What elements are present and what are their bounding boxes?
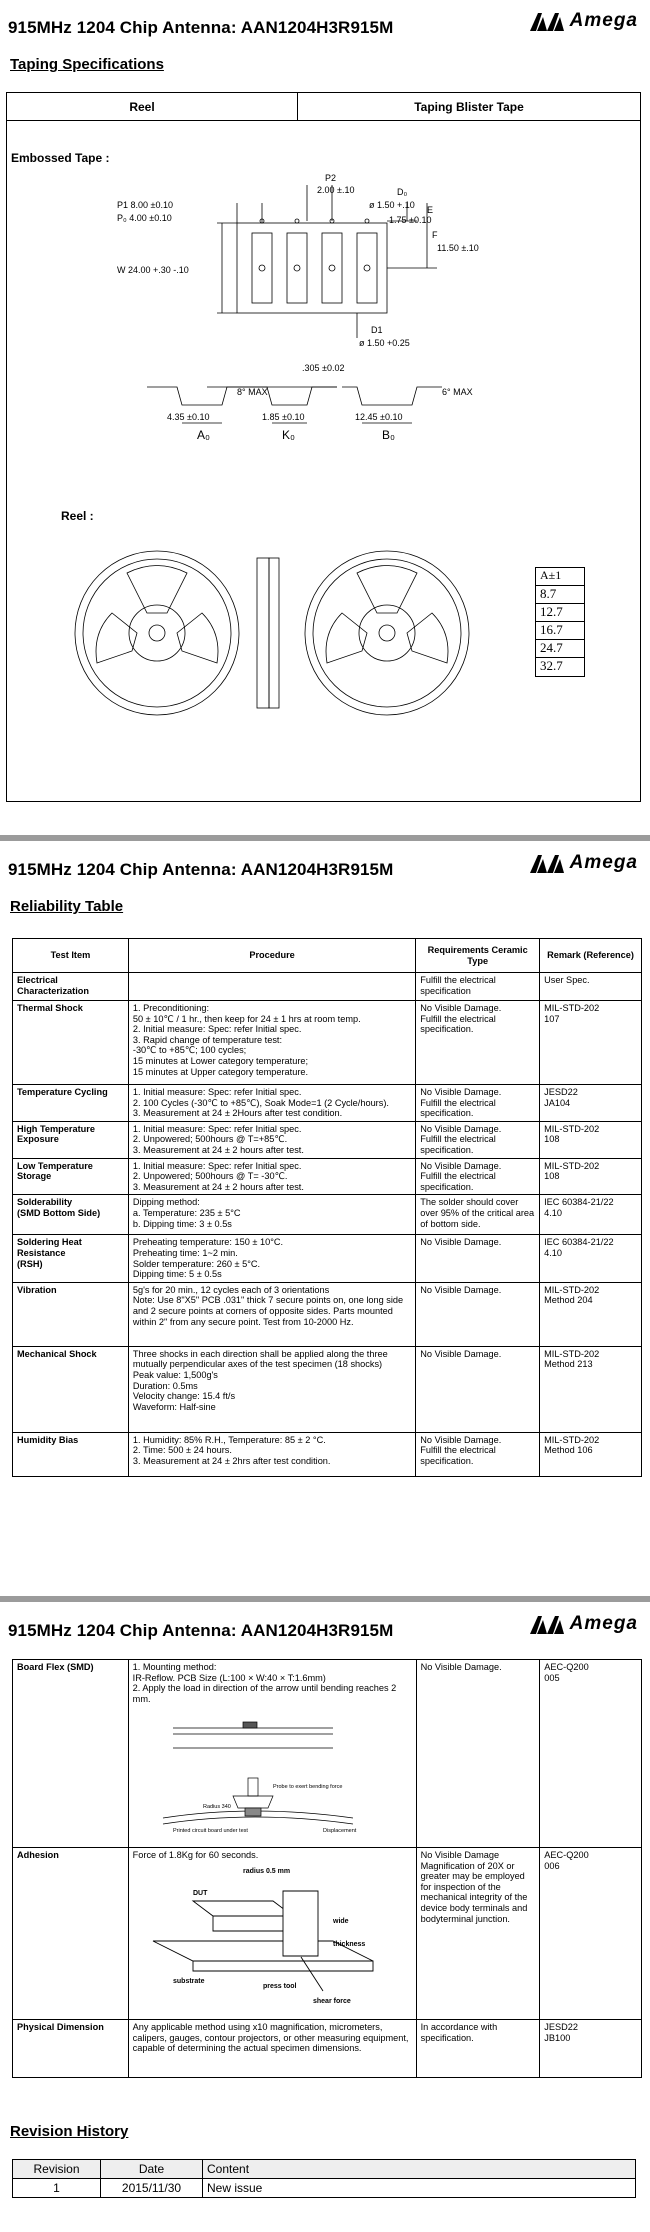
table-row [13,1121,642,1158]
requirement-cell: No Visible Damage. [416,1346,540,1432]
requirement-cell: No Visible Damage. Fulfill the electrical specification. [416,1158,540,1195]
rev-date: 2015/11/30 [101,2179,203,2198]
adhesion-test-diagram [133,1861,403,2011]
test-item-cell: Vibration [13,1282,129,1346]
procedure-cell: 1. Initial measure: Spec: refer Initial spec. 2. Unpowered; 500hours @ T=+85℃. 3. Measurement at 24 ± 2 hours after test. [128,1121,415,1158]
reference-cell: AEC-Q200 005 [540,1660,642,1848]
dim-p2-value: 2.00 ±.10 [317,185,355,195]
reliability-table-continued [12,1659,642,2078]
procedure-cell: 1. Initial measure: Spec: refer Initial spec. 2. Unpowered; 500hours @ T= -30℃. 3. Measurement at 24 ± 2 hours after test. [128,1158,415,1195]
company-logo [530,852,638,874]
page-title: 915MHz 1204 Chip Antenna: AAN1204H3R915M [8,1621,394,1640]
page-3 [0,1603,650,2232]
requirement-cell: No Visible Damage. Fulfill the electrical specification. [416,1432,540,1476]
dim-w: W 24.00 +.30 -.10 [117,265,189,275]
reel-drawing [67,533,537,733]
procedure-cell [128,1660,416,1848]
test-item-cell: Low Temperature Storage [13,1158,129,1195]
revision-header-row [13,2160,636,2179]
table-row [13,1282,642,1346]
taping-col-header-row [7,93,640,121]
reference-cell: MIL-STD-202 Method 204 [540,1282,642,1346]
table-row [13,1432,642,1476]
table-header-row [13,939,642,973]
test-item-cell: Electrical Characterization [13,973,129,1001]
procedure-cell [128,1848,416,2020]
reel-table-cell: 24.7 [536,640,584,658]
test-item-cell: Solderability (SMD Bottom Side) [13,1195,129,1235]
procedure-cell [128,973,415,1001]
logo-text: Amega [569,10,638,31]
test-item-cell: Physical Dimension [13,2020,129,2078]
dim-t: .305 ±0.02 [302,363,345,373]
dim-e-label: E [427,205,434,215]
procedure-cell: Preheating temperature: 150 ± 10°C. Preheating time: 1~2 min. Solder temperature: 260 ± 5°C. Dipping time: 5 ± 0.5s [128,1235,415,1282]
rev-header-revision: Revision [13,2160,101,2179]
reliability-section-title: Reliability Table [10,898,124,915]
embossed-tape-label: Embossed Tape : [11,151,110,165]
dim-angle-1: 8° MAX [237,387,268,397]
page-2 [0,842,650,1592]
test-item-cell: High Temperature Exposure [13,1121,129,1158]
reference-cell: MIL-STD-202 108 [540,1158,642,1195]
reel-table-header: A±1 [536,568,584,586]
dim-a0-value: 4.35 ±0.10 [167,412,210,422]
reference-cell: JESD22 JB100 [540,2020,642,2078]
reference-cell: MIL-STD-202 108 [540,1121,642,1158]
page-separator [0,835,650,841]
reel-width-table [535,567,585,677]
requirement-cell: Fulfill the electrical specification [416,973,540,1001]
adhesion-label-thickness: thickness [332,1940,365,1948]
dim-b0-value: 12.45 ±0.10 [355,412,403,422]
reel-table-cell: 32.7 [540,658,563,673]
reference-cell: MIL-STD-202 Method 213 [540,1346,642,1432]
revision-table [12,2159,636,2198]
procedure-text: 1. Mounting method: IR-Reflow. PCB Size (L:100 × W:40 × T:1.6mm) 2. Apply the load in direction of the arrow until bending reaches 2 mm. [132,1662,397,1704]
reference-cell: IEC 60384-21/22 4.10 [540,1195,642,1235]
col-reel: Reel [129,100,155,114]
reference-cell: JESD22 JA104 [540,1085,642,1122]
reference-cell: AEC-Q200 006 [540,1848,642,2020]
requirement-cell: No Visible Damage. Fulfill the electrical specification. [416,1121,540,1158]
page-title: 915MHz 1204 Chip Antenna: AAN1204H3R915M [8,18,394,37]
requirement-cell: No Visible Damage. Fulfill the electrical specification. [416,1001,540,1085]
table-row [13,1085,642,1122]
dim-k0-label: K₀ [282,428,295,442]
table-row [13,1001,642,1085]
reel-table-cell: 16.7 [536,622,584,640]
dim-d0-value: ø 1.50 +.10 [369,200,415,210]
header-test-item: Test Item [13,939,129,973]
procedure-cell: Dipping method: a. Temperature: 235 ± 5°C b. Dipping time: 3 ± 0.5s [128,1195,415,1235]
reel-label: Reel : [61,509,94,523]
procedure-cell: 1. Initial measure: Spec: refer Initial spec. 2. 100 Cycles (-30℃ to +85℃), Soak Mode=1 (2 Cycle/hours). 3. Measurement at 24 ± 2Hours after test condition. [128,1085,415,1122]
table-row [13,1346,642,1432]
adhesion-label-press-tool: press tool [262,1982,297,1990]
requirement-cell: No Visible Damage. [416,1235,540,1282]
flex-label-pcb: Printed circuit board under test [172,1828,248,1835]
dim-d1-label: D1 [371,325,383,335]
requirement-cell: No Visible Damage. [416,1660,540,1848]
rev-header-content: Content [203,2160,636,2179]
table-row [13,2020,642,2078]
rev-header-date: Date [101,2160,203,2179]
logo-text: Amega [569,1613,638,1634]
procedure-cell: 5g's for 20 min., 12 cycles each of 3 orientations Note: Use 8"X5" PCB .031" thick 7 secure points on, one long side and 2 secure points at corners of opposite sides. Parts mounted within 2" from any secure point. Test from 10-2000 Hz. [128,1282,415,1346]
procedure-cell: Any applicable method using x10 magnification, micrometers, calipers, gauges, contour projectors, or other measuring equipment, capable of determining the actual specimen dimensions. [128,2020,416,2078]
adhesion-label-dut: DUT [192,1889,208,1897]
test-item-cell: Humidity Bias [13,1432,129,1476]
flex-label-displacement: Displacement [322,1828,356,1835]
header-requirements: Requirements Ceramic Type [416,939,540,973]
test-item-cell: Mechanical Shock [13,1346,129,1432]
procedure-cell: 1. Humidity: 85% R.H., Temperature: 85 ± 2 °C. 2. Time: 500 ± 24 hours. 3. Measurement at 24 ± 2hrs after test condition. [128,1432,415,1476]
amega-logo-icon [530,11,566,31]
test-item-cell: Thermal Shock [13,1001,129,1085]
adhesion-label-radius: radius 0.5 mm [242,1867,290,1875]
table-row [13,1235,642,1282]
table-row [13,1158,642,1195]
adhesion-label-shear-force: shear force [312,1997,351,2005]
dim-p0: P₀ 4.00 ±0.10 [117,213,172,223]
dim-k0-value: 1.85 ±0.10 [262,412,305,422]
rev-number: 1 [13,2179,101,2198]
taping-section-title: Taping Specifications [10,56,164,73]
dim-b0-label: B₀ [382,428,395,442]
test-item-cell: Adhesion [13,1848,129,2020]
requirement-cell: No Visible Damage Magnification of 20X or greater may be employed for inspection of the mechanical integrity of the device body terminals and bodyterminal junction. [416,1848,540,2020]
dim-p1: P1 8.00 ±0.10 [117,200,173,210]
reel-table-cell: 12.7 [536,604,584,622]
flex-label-probe: Probe to exert bending force [272,1784,343,1791]
requirement-cell: No Visible Damage. Fulfill the electrical specification. [416,1085,540,1122]
test-item-cell: Soldering Heat Resistance (RSH) [13,1235,129,1282]
logo-text: Amega [569,852,638,873]
procedure-text: Force of 1.8Kg for 60 seconds. [132,1850,259,1860]
reference-cell: MIL-STD-202 107 [540,1001,642,1085]
table-row [13,1195,642,1235]
board-flex-diagram [133,1708,403,1838]
procedure-cell: 1. Preconditioning: 50 ± 10℃ / 1 hr., then keep for 24 ± 1 hrs at room temp. 2. Initial measure: Spec: refer Initial spec. 3. Rapid change of temperature test: -30℃ to +85℃; 100 cycles; 15 minutes at Lower category temperature; 15 minutes at Upper category temperature. [128,1001,415,1085]
dim-a0-label: A₀ [197,428,210,442]
page-title: 915MHz 1204 Chip Antenna: AAN1204H3R915M [8,860,394,879]
adhesion-label-wide: wide [332,1917,349,1925]
test-item-cell: Temperature Cycling [13,1085,129,1122]
dim-p2-label: P2 [325,173,337,183]
table-row [13,973,642,1001]
dim-d0-label: D₀ [397,187,408,197]
company-logo [530,1613,638,1635]
amega-logo-icon [530,1614,566,1634]
reference-cell: MIL-STD-202 Method 106 [540,1432,642,1476]
revision-section-title: Revision History [10,2123,129,2140]
page-1 [0,0,650,830]
dim-f-value: 11.50 ±.10 [437,243,479,253]
requirement-cell: The solder should cover over 95% of the critical area of bottom side. [416,1195,540,1235]
company-logo [530,10,638,32]
requirement-cell: In accordance with specification. [416,2020,540,2078]
taping-spec-box [6,92,641,802]
reference-cell: User Spec. [540,973,642,1001]
dim-d1-value: ø 1.50 +0.25 [359,338,410,348]
header-remark: Remark (Reference) [540,939,642,973]
procedure-cell: Three shocks in each direction shall be applied along the three mutually perpendicular axes of the test specimen (18 shocks) Peak value: 1,500g's Duration: 0.5ms Velocity change: 15.4 ft/s Waveform: Half-sine [128,1346,415,1432]
page-separator [0,1596,650,1602]
dim-e-value: 1.75 ±0.10 [389,215,432,225]
col-taping-blister-tape: Taping Blister Tape [414,100,524,114]
adhesion-label-substrate: substrate [172,1977,205,1985]
reliability-table [12,938,642,1477]
requirement-cell: No Visible Damage. [416,1282,540,1346]
dim-angle-2: 6° MAX [442,387,473,397]
test-item-cell: Board Flex (SMD) [13,1660,129,1848]
col-divider [297,93,298,121]
reel-table-cell: 8.7 [536,586,584,604]
revision-row [13,2179,636,2198]
rev-content: New issue [203,2179,636,2198]
table-row [13,1660,642,1848]
dim-f-label: F [432,230,438,240]
flex-label-radius: Radius 340 [202,1804,231,1811]
embossed-tape-drawing [107,173,527,443]
header-procedure: Procedure [128,939,415,973]
reference-cell: IEC 60384-21/22 4.10 [540,1235,642,1282]
table-row [13,1848,642,2020]
amega-logo-icon [530,853,566,873]
